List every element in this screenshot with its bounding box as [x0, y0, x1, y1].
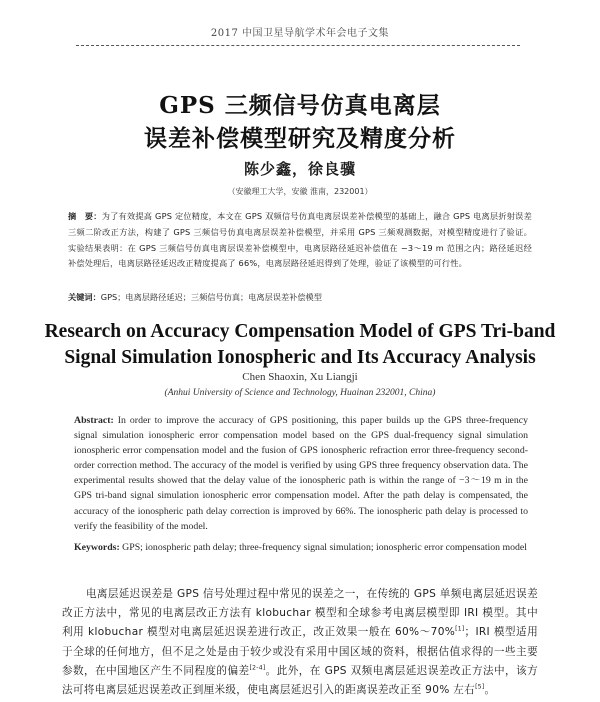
cn-title-line1: GPS 三频信号仿真电离层: [159, 92, 441, 119]
en-authors: Chen Shaoxin, Xu Liangji: [242, 371, 358, 383]
en-abstract-text: In order to improve the accuracy of GPS positioning, this paper builds up the GPS three-frequency signal simulation ionospheric error compensation model based on the GPS dual-frequency signal simulation ionospheric error compensation model and the fusion of GPS ionospheric refraction error three-frequency second-order correction method. The accuracy of the model is verified by using GPS three frequency observation data. The experimental results showed that the delay value of the ionospheric path is within the range of −3～19 m in the GPS tri-band signal simulation ionospheric error compensation model. After the path delay is compensated, the accuracy of the ionospheric path delay correction is improved by 66%. The ionospheric path delay is processed to verify the feasibility of the model.: [74, 415, 528, 532]
body-text-part3: 。此外，在 GPS 双频电离层延迟误差改正方法中，该方法可将电离层延迟误差改正到厘米级，使电离层延迟引入的距离误差改正至 90% 左右: [62, 664, 538, 697]
header-rule: [76, 45, 520, 46]
en-keywords-text: GPS; ionospheric path delay; three-frequency signal simulation; ionospheric error compensation model: [122, 542, 528, 553]
cn-affiliation: （安徽理工大学，安徽 淮南，232001）: [227, 187, 373, 196]
cn-abstract-label: 摘 要：: [68, 211, 102, 221]
en-abstract: [74, 413, 528, 534]
en-title-line1: Research on Accuracy Compensation Model of GPS Tri-band: [44, 321, 556, 342]
cn-keywords-text: GPS；电离层路径延迟；三频信号仿真；电离层误差补偿模型: [100, 292, 322, 302]
body-text-part1: 电离层延迟误差是 GPS 信号处理过程中常见的误差之一，在传统的 GPS 单频电离层延迟误差改正方法中，常见的电离层改正方法有 klobuchar 模型和全球参考电离层模型即 IRI 模型。其中利用 klobuchar 模型对电离层延迟误差进行改正，改正效果一般在 60%～70%: [62, 588, 538, 639]
en-keywords: [74, 540, 528, 555]
cn-keywords-label: 关键词：: [68, 292, 101, 302]
en-keywords-label: Keywords:: [74, 542, 120, 553]
citation-1: [1]: [455, 625, 465, 633]
cn-title-line2: 误差补偿模型研究及精度分析: [144, 125, 456, 152]
cn-abstract: [68, 209, 532, 272]
en-title-line2: Signal Simulation Ionospheric and Its Accuracy Analysis: [64, 347, 536, 368]
body-paragraph: [62, 585, 538, 700]
running-header: 2017 中国卫星导航学术年会电子文集: [210, 28, 390, 39]
cn-abstract-text: 为了有效提高 GPS 定位精度，本文在 GPS 双频信号仿真电离层误差补偿模型的基础上，融合 GPS 电离层折射误差三频二阶改正方法，构建了 GPS 三频信号仿真电离层误差补偿模型，并采用 GPS 三频观测数据，对模型精度进行了验证。实验结果表明：在 GPS 三频信号仿真电离层误差补偿模型中，电离层路径延迟补偿值在 −3～19 m 范围之内；路径延迟经补偿处理后，电离层路径延迟改正精度提高了 66%，电离层路径延迟得到了处理，验证了该模型的可行性。: [68, 211, 532, 269]
body-text-part2: ；IRI 模型适用于全球的任何地方，但不足之处是由于较少或没有采用中国区域的资料，根据估值求得的一些主要参数，在中国地区产生不同程度的偏差: [62, 626, 538, 677]
body-text-part4: 。: [484, 684, 496, 697]
cn-authors: 陈少鑫，徐良骥: [243, 160, 356, 178]
cn-keywords: [68, 290, 532, 304]
en-affiliation: (Anhui University of Science and Technology, Huainan 232001, China): [164, 388, 436, 398]
en-abstract-label: Abstract:: [74, 415, 114, 426]
citation-2: [2-4]: [249, 664, 266, 672]
citation-3: [5]: [475, 683, 485, 691]
